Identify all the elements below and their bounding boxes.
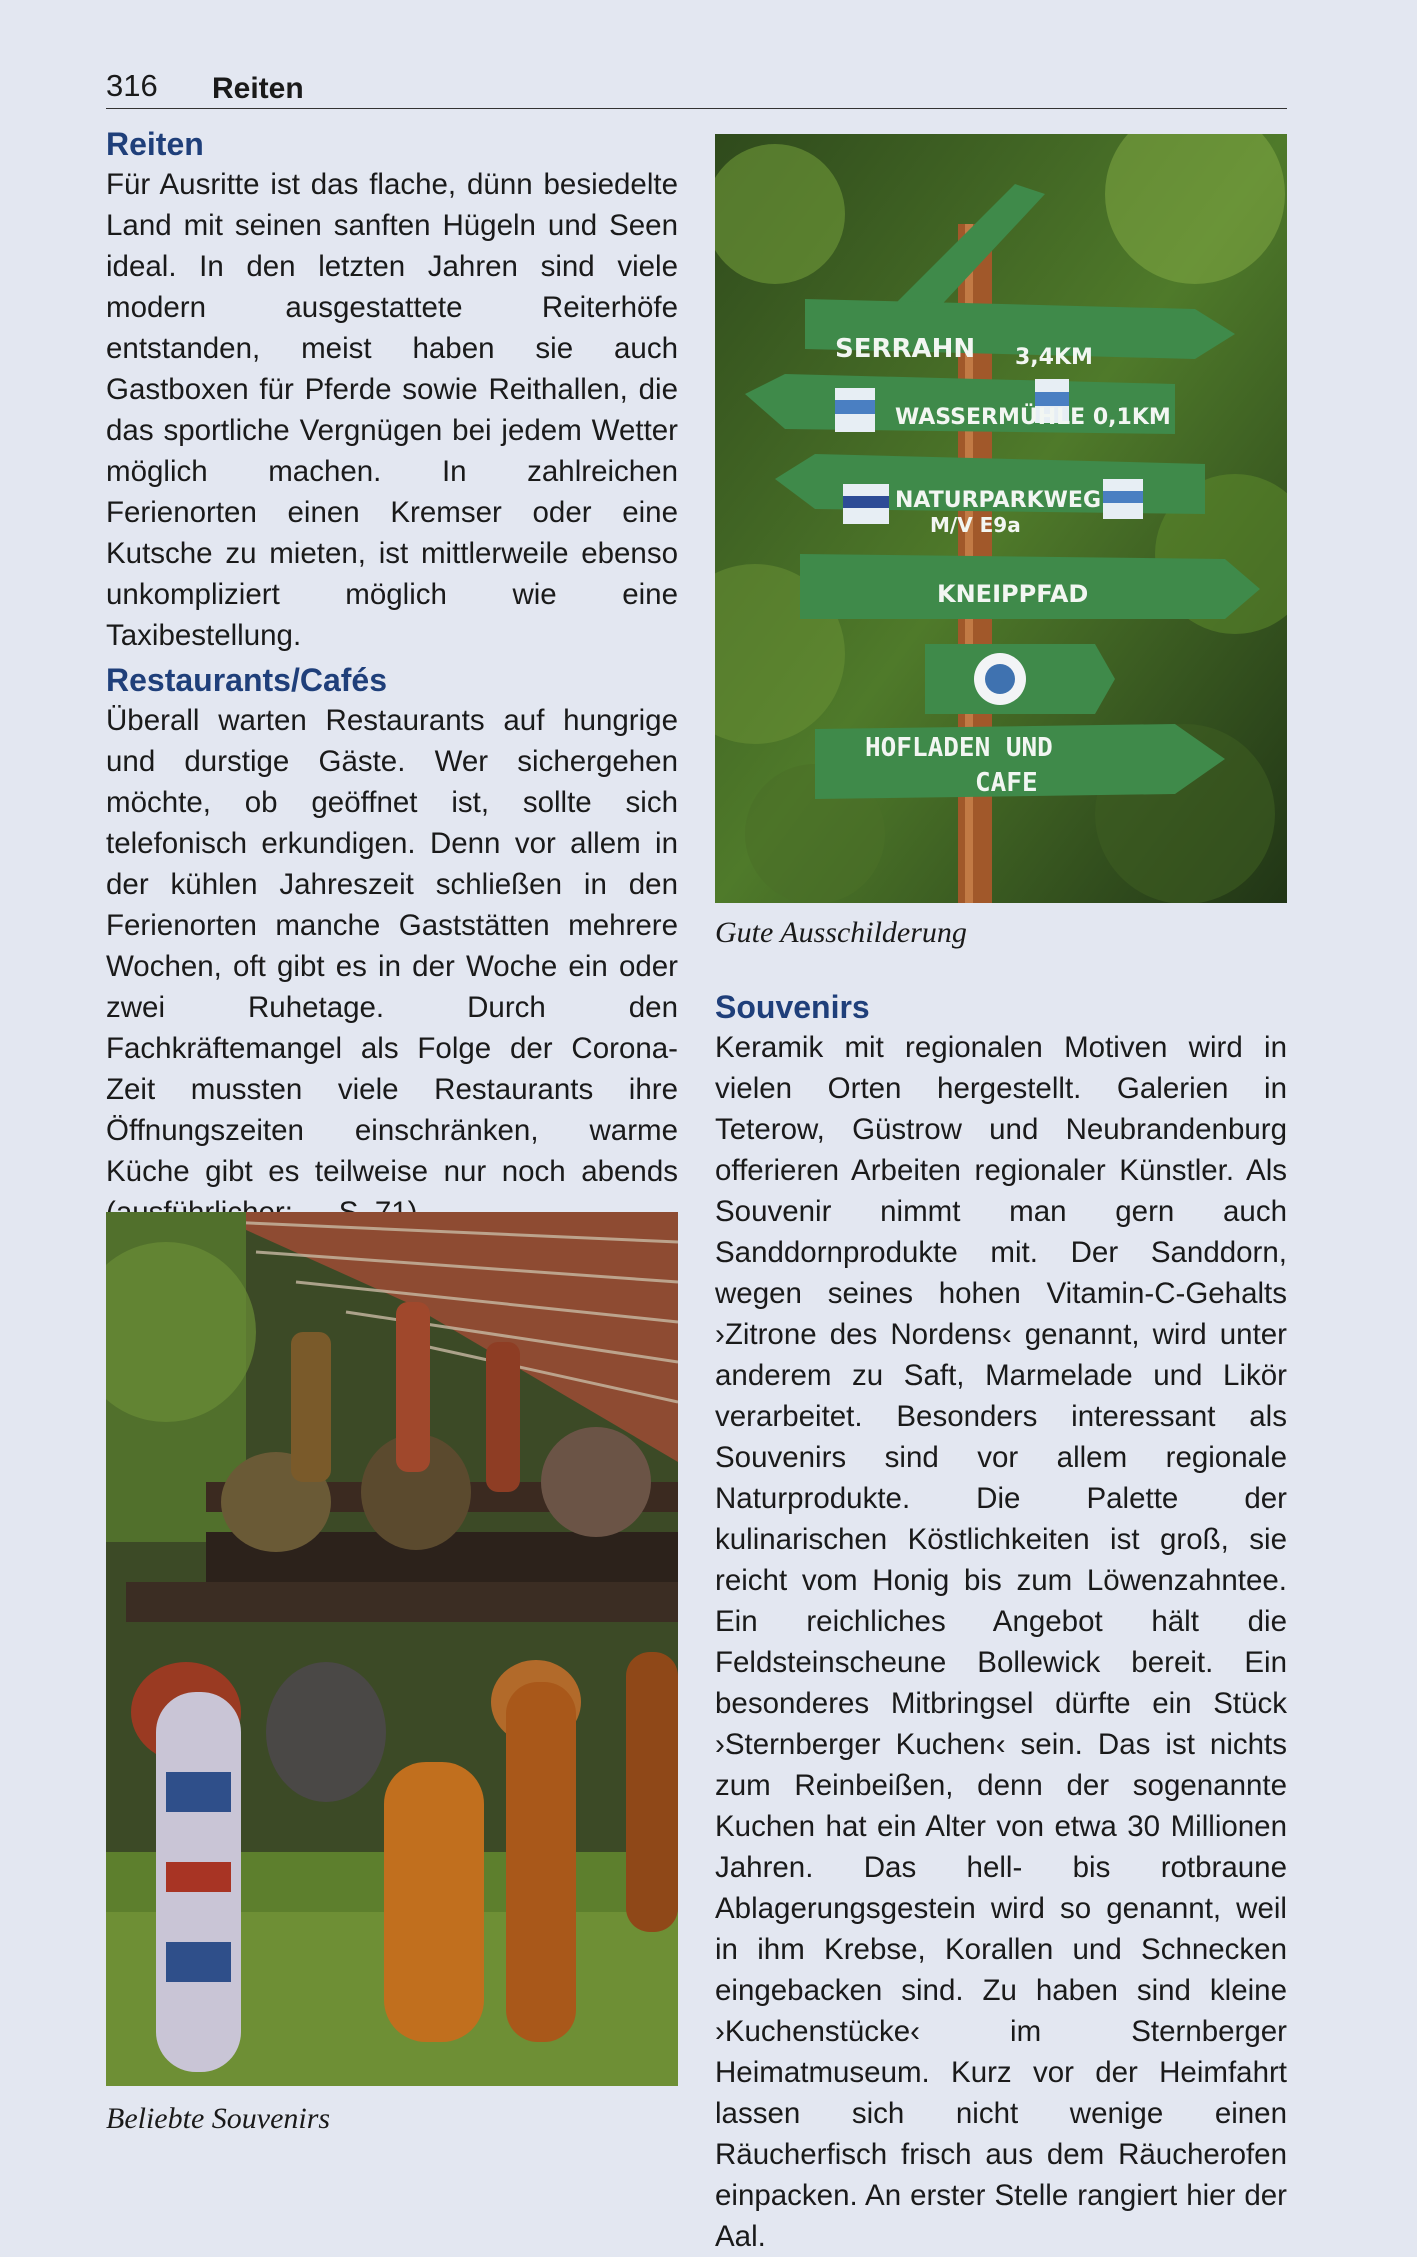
- sign-mv-e9a: M/V E9a: [930, 513, 1021, 537]
- running-head: Reiten: [212, 72, 304, 105]
- page-header: [106, 62, 1287, 109]
- caption-signpost: Gute Ausschilderung: [715, 916, 967, 949]
- section-souvenirs: [715, 987, 1287, 2257]
- sign-naturparkweg: NATURPARKWEG: [895, 488, 1102, 513]
- heading-restaurants: Restaurants/Cafés: [106, 662, 387, 698]
- page-number: 316: [106, 68, 158, 103]
- caption-pottery: Beliebte Souvenirs: [106, 2102, 331, 2135]
- heading-souvenirs: Souvenirs: [715, 989, 870, 1025]
- sign-serrahn: SERRAHN: [835, 334, 976, 364]
- sign-serrahn-distance: 3,4KM: [1015, 345, 1093, 370]
- sign-wassermuehle: WASSERMÜHLE 0,1KM: [895, 405, 1171, 430]
- pottery-photo: [106, 1212, 678, 2086]
- text-restaurants: Überall warten Restaurants auf hungrige und durstige Gäste. Wer sichergehen möchte, ob geöffnet ist, sollte sich telefonisch erkundigen. Denn vor allem in der kühlen Jahreszeit schließen in den Ferienorten manche Gaststätten mehrere Wochen, oft gibt es in der Woche ein oder zwei Ruhetage. Durch den Fachkräftemangel als Folge der Corona-Zeit mussten viele Restaurants ihre Öffnungszeiten einschränken, warme Küche gibt es teilweise nur noch abends: [106, 704, 678, 1188]
- text-reiten: Für Ausritte ist das flache, dünn besiedelte Land mit seinen sanften Hügeln und Seen ideal. In den letzten Jahren sind viele modern ausgestattete Reiterhöfe entstanden, meist haben sie auch Gastboxen für Pferde sowie Reithallen, die das sportliche Vergnügen bei jedem Wetter möglich machen. In zahlreichen Ferienorten einen Kremser oder eine Kutsche zu mieten, ist mittlerweile ebenso unkompliziert möglich wie eine Taxibestellung.: [106, 168, 678, 652]
- sign-hofladen: HOFLADEN UND: [865, 733, 1053, 763]
- text-souvenirs: Keramik mit regionalen Motiven wird in vielen Orten hergestellt. Galerien in Teterow, Güstrow und Neubrandenburg offerieren Arbeiten regionaler Künstler. Als Souvenir nimmt man gern auch Sanddornprodukte mit. Der Sanddorn, wegen seines hohen Vitamin-C-Gehalts ›Zitrone des Nordens‹ genannt, wird unter anderem zu Saft, Marmelade und Likör verarbeitet. Besonders interessant als Souvenirs sind vor allem regionale Naturprodukte. Die Palette der kulinarischen Köstlichkeiten ist groß, sie reicht vom Honig bis zum Löwenzahntee. Ein reichliches Angebot hält die Feldsteinscheune Bollewick bereit. Ein besonderes Mitbringsel dürfte ein Stück ›Sternberger Kuchen‹ sein. Das ist nichts zum Reinbeißen, denn der sogenannte Kuchen hat ein Alter von etwa 30 Millionen Jahren. Das hell- bis rotbraune Ablagerungsgestein wird so genannt, weil in ihm Krebse, Korallen und Schnecken eingebacken sind. Zu haben sind kleine ›Kuchenstücke‹ im Sternberger Heimatmuseum. Kurz vor der Heimfahrt lassen sich nicht wenige einen Räucherfisch frisch aus dem Räucherofen einpacken. An erster Stelle rangiert hier der Aal.: [715, 1031, 1287, 2253]
- heading-reiten: Reiten: [106, 126, 204, 162]
- section-reiten: [106, 124, 678, 656]
- section-restaurants: [106, 660, 678, 1233]
- signpost-photo: [715, 134, 1287, 903]
- sign-kneippfad: KNEIPPFAD: [937, 580, 1089, 608]
- sign-cafe: CAFE: [975, 768, 1038, 798]
